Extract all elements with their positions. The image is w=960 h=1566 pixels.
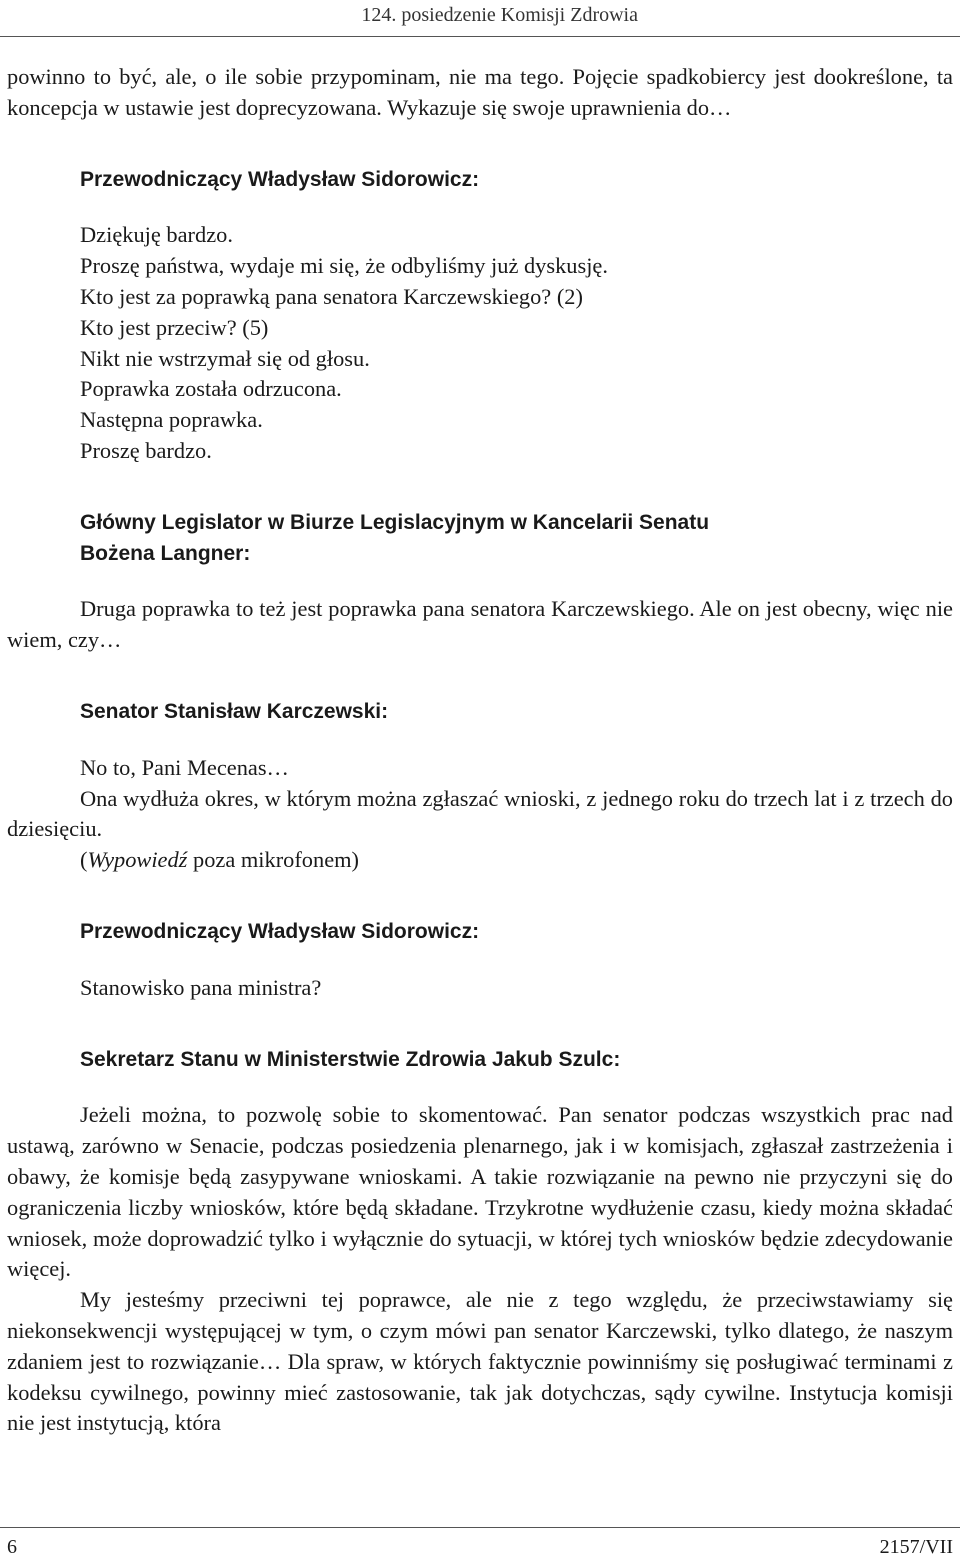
statement-paragraph: No to, Pani Mecenas… [80,754,289,780]
statement-block [7,220,953,466]
statement-line: Kto jest za poprawką pana senatora Karczewskiego? (2) [80,283,583,309]
statement-line: Proszę bardzo. [80,437,212,463]
speaker-heading: Główny Legislator w Biurze Legislacyjnym w Kancelarii Senatu [80,510,710,534]
statement-paragraph: Druga poprawka to też jest poprawka pana senatora Karczewskiego. Ale on jest obecny, więc nie wiem, czy… [7,596,953,653]
statement-line: Nikt nie wstrzymał się od głosu. [80,345,370,371]
statement-paragraph: Stanowisko pana ministra? [80,974,322,1000]
stage-direction-rest: poza mikrofonem) [187,847,360,873]
speaker-heading: Senator Stanisław Karczewski: [80,699,389,723]
statement-line: Proszę państwa, wydaje mi się, że odbyliśmy już dyskusję. [80,253,608,279]
stage-direction [7,845,953,876]
statement-paragraph: My jesteśmy przeciwni tej poprawce, ale nie z tego względu, że przeciwstawiamy się niekonsekwencji występującej w tym, o czym mówi pan senator Karczewski, tylko dlatego, że naszym zdaniem jest to rozwiązanie… Dla spraw, w których faktycznie powinniśmy się posługiwać terminami z kodeksu cywilnego, powinny mieć zastosowanie, tak jak dotychczas, sądy cywilne. Instytucja komisji nie jest instytucją, która [7,1287,953,1436]
speaker-heading-name: Bożena Langner: [80,541,251,565]
document-body [7,62,953,1439]
paragraph-continuation: powinno to być, ale, o ile sobie przypominam, nie ma tego. Pojęcie spadkobiercy jest dookreślone, ta koncepcja w ustawie jest doprecyzowana. Wykazuje się swoje uprawnienia do… [7,64,953,120]
statement-paragraph: Jeżeli można, to pozwolę sobie to skomentować. Pan senator podczas wszystkich prac nad ustawą, zarówno w Senacie, podczas posiedzenia plenarnego, jak i w komisjach, zgłaszał zastrzeżenia i obawy, że komisje będą zasypywane wnioskami. A takie rozwiązanie na pewno nie przyczyni się do ograniczenia liczby wniosków, które będą składane. Trzykrotne wydłużenie czasu, kiedy można składać wniosek, może doprowadzić tylko i wyłącznie do sytuacji, w której tych wniosków będzie zdecydowanie więcej. [7,1102,953,1282]
page-number: 6 [7,1536,17,1558]
statement-paragraph: Ona wydłuża okres, w którym można zgłaszać wnioski, z jednego roku do trzech lat i z trzech do dziesięciu. [7,785,953,842]
page-footer [0,1527,960,1566]
speaker-heading: Sekretarz Stanu w Ministerstwie Zdrowia Jakub Szulc: [80,1047,621,1071]
statement-line: Poprawka została odrzucona. [80,376,342,402]
stage-direction-open: ( [80,847,88,873]
page-header [0,0,960,37]
speaker-heading: Przewodniczący Władysław Sidorowicz: [80,167,480,191]
statement-line: Następna poprawka. [80,407,263,433]
speaker-heading: Przewodniczący Władysław Sidorowicz: [80,919,480,943]
document-id: 2157/VII [879,1536,953,1558]
stage-direction-italic: Wypowiedź [87,847,188,873]
statement-line: Kto jest przeciw? (5) [80,314,269,340]
header-title: 124. posiedzenie Komisji Zdrowia [361,4,638,26]
statement-line: Dziękuję bardzo. [80,222,233,248]
